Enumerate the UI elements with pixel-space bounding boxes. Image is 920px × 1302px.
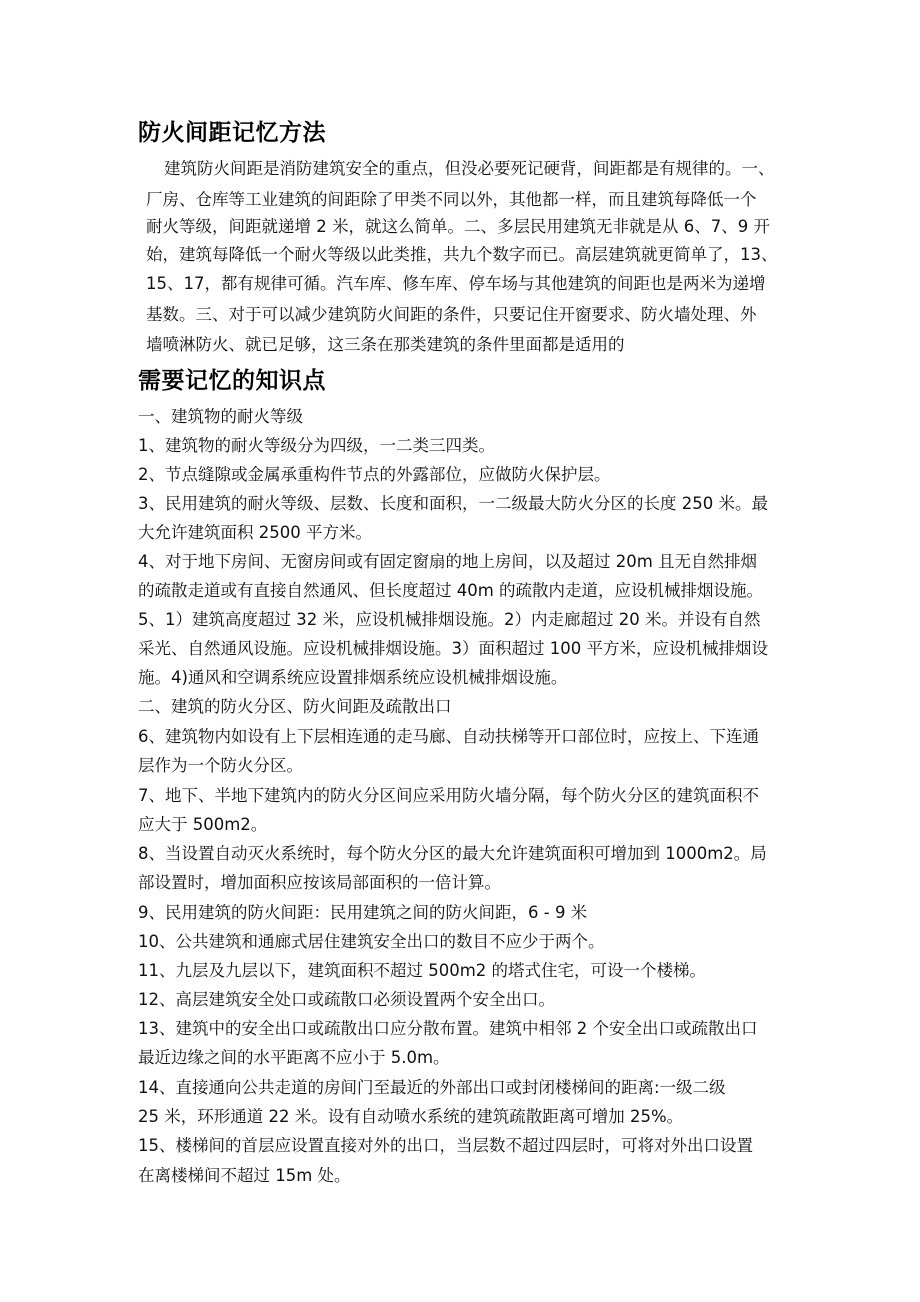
body-line: 一、建筑物的耐火等级 <box>138 407 303 426</box>
body-line: 大允许建筑面积 2500 平方米。 <box>138 523 372 542</box>
intro-line: 耐火等级，间距就递增 2 米，就这么简单。二、多层民用建筑无非就是从 6、7、9 开 <box>146 217 770 236</box>
body-line: 10、公共建筑和通廊式居住建筑安全出口的数目不应少于两个。 <box>138 932 605 951</box>
intro-line: 基数。三、对于可以减少建筑防火间距的条件，只要记住开窗要求、防火墙处理、外 <box>146 305 757 324</box>
section-title: 需要记忆的知识点 <box>138 368 326 394</box>
body-line: 15、楼梯间的首层应设置直接对外的出口，当层数不超过四层时，可将对外出口设置 <box>138 1136 753 1155</box>
intro-line: 厂房、仓库等工业建筑的间距除了甲类不同以外，其他都一样，而且建筑每降低一个 <box>146 190 757 209</box>
body-line: 2、节点缝隙或金属承重构件节点的外露部位，应做防火保护层。 <box>138 465 611 484</box>
page-title: 防火间距记忆方法 <box>138 120 326 146</box>
body-line: 12、高层建筑安全处口或疏散口必须设置两个安全出口。 <box>138 990 555 1009</box>
body-line: 最近边缘之间的水平距离不应小于 5.0m。 <box>138 1048 450 1067</box>
body-line: 9、民用建筑的防火间距：民用建筑之间的防火间距，6 - 9 米 <box>138 903 588 922</box>
body-line: 5、1）建筑高度超过 32 米，应设机械排烟设施。2）内走廊超过 20 米。并设有自然 <box>138 610 761 629</box>
intro-line: 墙喷淋防火、就已足够，这三条在那类建筑的条件里面都是适用的 <box>146 335 625 354</box>
body-line: 部设置时，增加面积应按该局部面积的一倍计算。 <box>138 873 501 892</box>
intro-line: 15、17，都有规律可循。汽车库、修车库、停车场与其他建筑的间距也是两米为递增 <box>146 274 766 293</box>
body-line: 11、九层及九层以下，建筑面积不超过 500m2 的塔式住宅，可设一个楼梯。 <box>138 961 707 980</box>
body-line: 4、对于地下房间、无窗房间或有固定窗扇的地上房间，以及超过 20m 且无自然排烟 <box>138 552 758 571</box>
body-line: 7、地下、半地下建筑内的防火分区间应采用防火墙分隔，每个防火分区的建筑面积不 <box>138 786 759 805</box>
body-line: 13、建筑中的安全出口或疏散出口应分散布置。建筑中相邻 2 个安全出口或疏散出口 <box>138 1019 758 1038</box>
body-line: 的疏散走道或有直接自然通风、但长度超过 40m 的疏散内走道，应设机械排烟设施。 <box>138 581 764 600</box>
body-line: 8、当设置自动灭火系统时，每个防火分区的最大允许建筑面积可增加到 1000m2。局 <box>138 844 767 863</box>
body-line: 14、直接通向公共走道的房间门至最近的外部出口或封闭楼梯间的距离:一级二级 <box>138 1078 726 1097</box>
body-line: 1、建筑物的耐火等级分为四级，一二类三四类。 <box>138 436 495 455</box>
body-line: 二、建筑的防火分区、防火间距及疏散出口 <box>138 697 452 716</box>
body-line: 应大于 500m2。 <box>138 815 268 834</box>
body-line: 在离楼梯间不超过 15m 处。 <box>138 1166 351 1185</box>
body-line: 6、建筑物内如设有上下层相连通的走马廊、自动扶梯等开口部位时，应按上、下连通 <box>138 727 759 746</box>
body-line: 施。4)通风和空调系统应设置排烟系统应设机械排烟设施。 <box>138 668 568 687</box>
body-line: 层作为一个防火分区。 <box>138 756 303 775</box>
body-line: 3、民用建筑的耐火等级、层数、长度和面积，一二级最大防火分区的长度 250 米。最 <box>138 494 768 513</box>
intro-line: 始，建筑每降低一个耐火等级以此类推，共九个数字而已。高层建筑就更简单了，13、 <box>146 245 778 264</box>
body-line: 25 米，环形通道 22 米。设有自动喷水系统的建筑疏散距离可增加 25%。 <box>138 1107 684 1126</box>
intro-line: 建筑防火间距是消防建筑安全的重点，但没必要死记硬背，间距都是有规律的。一、 <box>164 159 775 178</box>
body-line: 采光、自然通风设施。应设机械排烟设施。3）面积超过 100 平方米，应设机械排烟设 <box>138 639 768 658</box>
